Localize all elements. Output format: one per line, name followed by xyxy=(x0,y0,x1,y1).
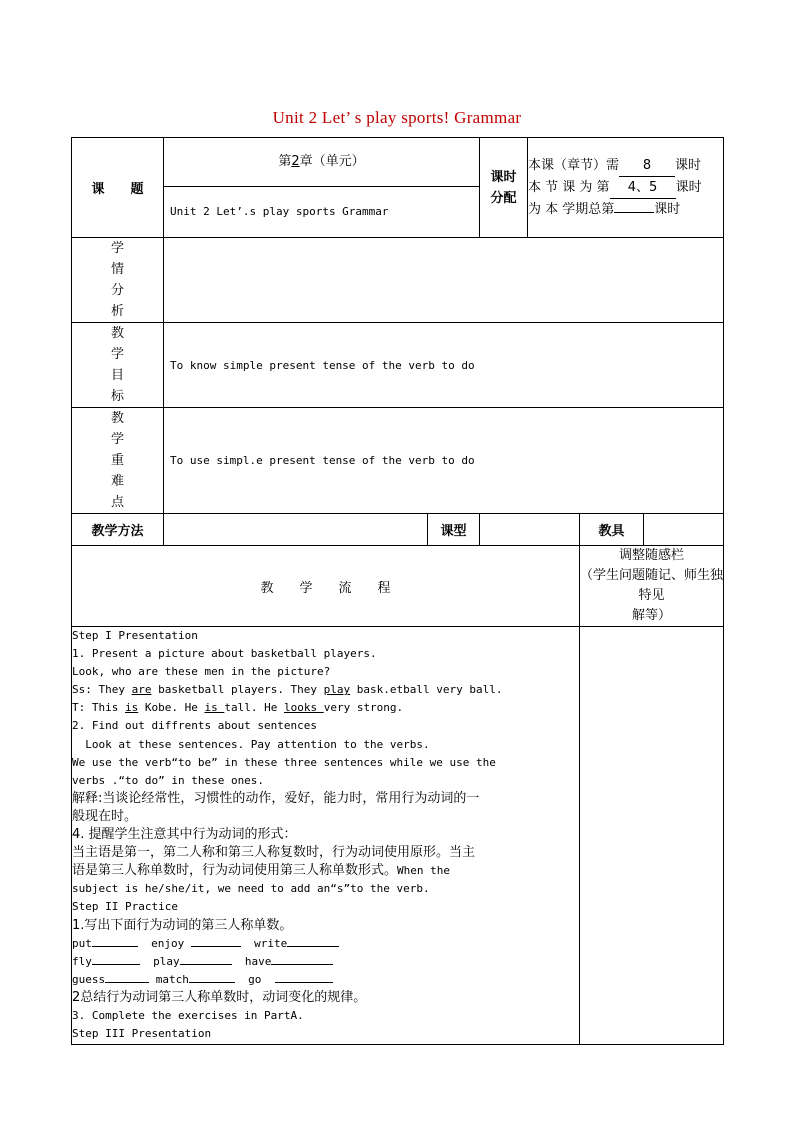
goals-content: To know simple present tense of the verb to do xyxy=(164,323,724,408)
flow-line: 当主语是第一，第二人称和第三人称复数时，行为动词使用原形。当主 xyxy=(72,845,476,861)
analysis-label: 学 情 分 析 xyxy=(72,238,164,323)
flow-line: verbs .“to do” in these ones. xyxy=(72,773,265,787)
flow-line: 2总结行为动词第三人称单数时，动词变化的规律。 xyxy=(72,989,367,1005)
flow-line: 1. Present a picture about basketball players. xyxy=(72,647,377,661)
method-label: 教学方法 xyxy=(72,514,164,546)
flow-line: 1.写出下面行为动词的第三人称单数。 xyxy=(72,917,293,933)
keypoints-label: 教 学 重 难 点 xyxy=(72,408,164,514)
flow-line: 语是第三人称单数时，行为动词使用第三人称单数形式。When the xyxy=(72,863,450,879)
tools-value xyxy=(644,514,724,546)
flow-line: subject is he/she/it, we need to add an“s”to the verb. xyxy=(72,882,430,896)
notes-content xyxy=(580,627,724,1045)
analysis-content xyxy=(164,238,724,323)
flow-line: 2. Find out diffrents about sentences xyxy=(72,719,318,733)
document-title: Unit 2 Let’ s play sports! Grammar xyxy=(272,108,522,127)
flow-line: Ss: They are basketball players. They play bask.etball very ball. xyxy=(72,683,503,697)
type-value xyxy=(480,514,580,546)
hours-current-line: 本 节 课 为 第 4、5 课时 xyxy=(528,177,723,199)
type-label: 课型 xyxy=(428,514,480,546)
lesson-title: Unit 2 Let’.s play sports Grammar xyxy=(170,205,389,218)
flow-line: We use the verb“to be” in these three sentences while we use the xyxy=(72,755,496,769)
exercise-row: fly play have xyxy=(72,953,579,971)
step-2-heading: Step II Practice xyxy=(72,900,178,914)
lesson-plan-table xyxy=(71,137,724,1045)
flow-line: 般现在时。 xyxy=(72,808,138,824)
exercise-row: put enjoy write xyxy=(72,935,579,953)
goals-label: 教 学 目 标 xyxy=(72,323,164,408)
topic-label: 课 题 xyxy=(72,138,164,238)
method-value xyxy=(164,514,428,546)
flow-line: T: This is Kobe. He is tall. He looks very strong. xyxy=(72,701,404,715)
chapter-number: 第2章（单元） xyxy=(164,138,479,187)
flow-line: Look at these sentences. Pay attention to the verbs. xyxy=(72,737,430,751)
step-3-heading: Step III Presentation xyxy=(72,1027,212,1041)
flow-line: 4. 提醒学生注意其中行为动词的形式： xyxy=(72,827,297,843)
flow-header-label: 教 学 流 程 xyxy=(72,546,580,627)
flow-line: Look, who are these men in the picture? xyxy=(72,665,331,679)
flow-line: 解释:当谈论经常性，习惯性的动作，爱好，能力时，常用行为动词的一 xyxy=(72,790,480,806)
tools-label: 教具 xyxy=(580,514,644,546)
notes-header: 调整随感栏 （学生问题随记、师生独特见 解等） xyxy=(580,546,724,627)
chapter-cell xyxy=(164,138,480,238)
hours-allocation xyxy=(528,138,724,238)
keypoints-content: To use simpl.e present tense of the verb to do xyxy=(164,408,724,514)
flow-content xyxy=(72,627,580,1045)
hours-term-line: 为 本 学期总第 课时 xyxy=(528,202,681,217)
hours-label: 课时 分配 xyxy=(480,138,528,238)
exercise-row: guess match go xyxy=(72,971,579,989)
step-1-heading: Step I Presentation xyxy=(72,629,198,642)
flow-line: 3. Complete the exercises in PartA. xyxy=(72,1008,304,1022)
hours-total-line: 本课（章节）需 8 课时 xyxy=(528,155,723,177)
